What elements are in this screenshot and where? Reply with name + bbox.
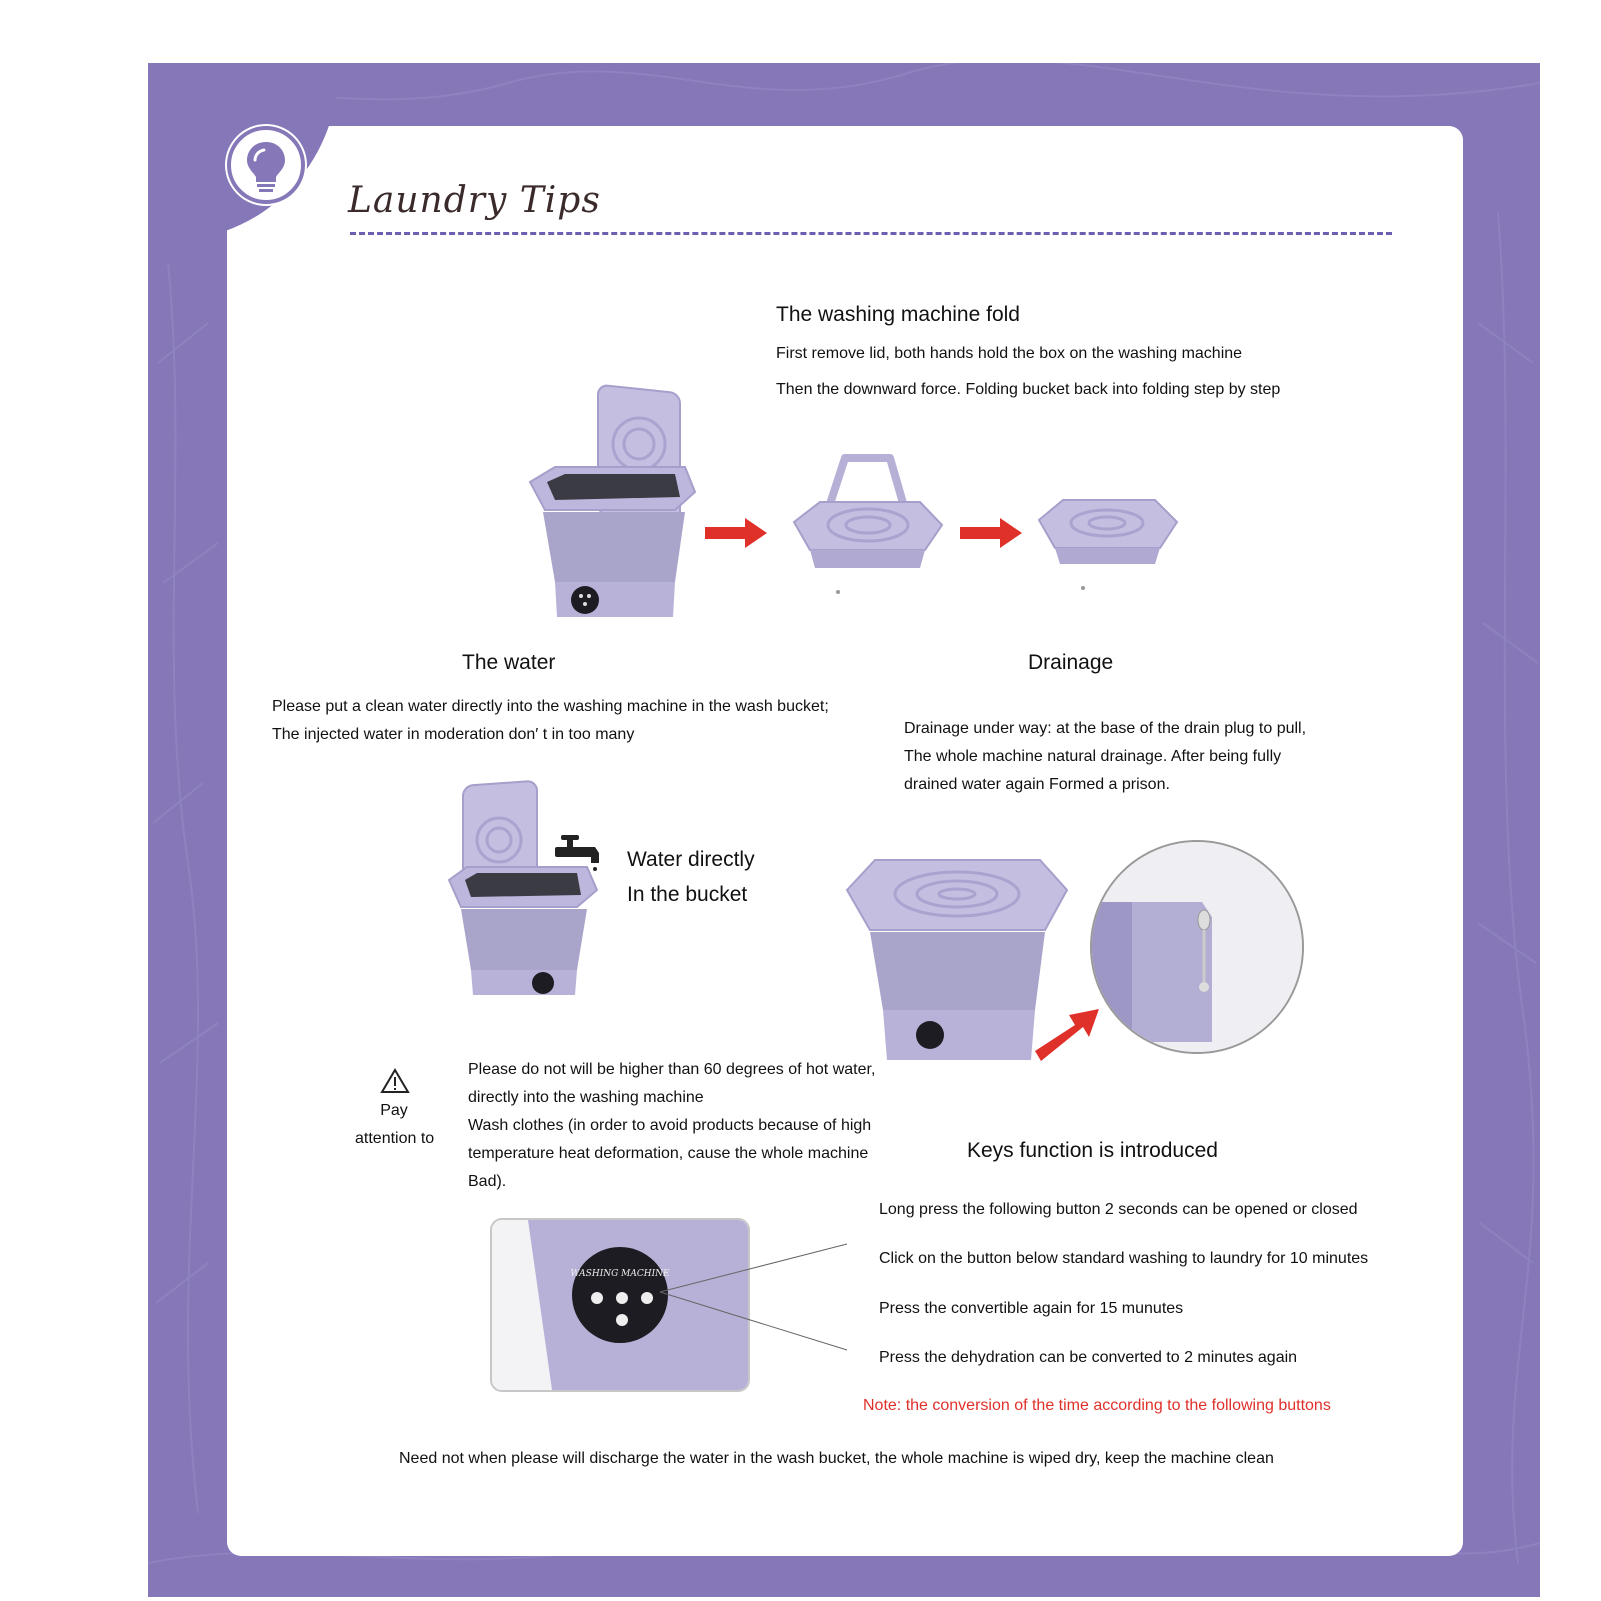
faucet-icon: [555, 835, 605, 875]
title-divider: [350, 232, 1392, 235]
drain-plug-zoom: [1090, 840, 1304, 1054]
water-label-1: Water directly: [627, 848, 755, 871]
page-title: Laundry Tips: [348, 180, 601, 221]
footer-text: Need not when please will discharge the water in the wash bucket, the whole machine is wiped dry, keep the machine clean: [399, 1450, 1274, 1467]
fold-heading: The washing machine fold: [776, 303, 1020, 326]
attention-line-1: Please do not will be higher than 60 degrees of hot water,: [468, 1061, 876, 1078]
drainage-line-1: Drainage under way: at the base of the drain plug to pull,: [904, 720, 1307, 737]
attention-label-2: attention to: [355, 1130, 435, 1147]
water-heading: The water: [462, 651, 556, 674]
machine-folding-illustration: [790, 450, 950, 600]
machine-folded-illustration: [1035, 490, 1185, 600]
attention-line-5: Bad).: [468, 1173, 507, 1190]
key-item-4: Press the dehydration can be converted to 2 minutes again: [879, 1349, 1298, 1366]
lightbulb-icon: [227, 126, 305, 204]
machine-filling-illustration: [447, 785, 607, 1015]
drainage-line-2: The whole machine natural drainage. After being fully: [904, 748, 1282, 765]
arrow-right-icon: [960, 518, 1026, 548]
callout-lines: [660, 1240, 850, 1360]
water-label-2: In the bucket: [627, 883, 748, 906]
keys-note: Note: the conversion of the time according to the following buttons: [863, 1397, 1331, 1414]
attention-line-2: directly into the washing machine: [468, 1089, 704, 1106]
control-panel-label: WASHING MACHINE: [570, 1269, 670, 1279]
water-line-1: Please put a clean water directly into the washing machine in the wash bucket;: [272, 698, 829, 715]
drainage-line-3: drained water again Formed a prison.: [904, 776, 1170, 793]
fold-line-2: Then the downward force. Folding bucket back into folding step by step: [776, 381, 1281, 398]
key-item-3: Press the convertible again for 15 munutes: [879, 1300, 1184, 1317]
machine-open-illustration: [525, 372, 705, 632]
key-item-1: Long press the following button 2 seconds can be opened or closed: [879, 1201, 1358, 1218]
warning-icon: [380, 1068, 410, 1094]
drainage-heading: Drainage: [1028, 651, 1114, 674]
attention-line-4: temperature heat deformation, cause the whole machine: [468, 1145, 869, 1162]
attention-label-1: Pay: [380, 1102, 408, 1119]
attention-line-3: Wash clothes (in order to avoid products because of high: [468, 1117, 872, 1134]
key-item-2: Click on the button below standard washing to laundry for 10 minutes: [879, 1250, 1369, 1267]
arrow-up-right-icon: [1035, 1005, 1105, 1065]
water-line-2: The injected water in moderation don′ t in too many: [272, 726, 635, 743]
arrow-right-icon: [705, 518, 771, 548]
fold-line-1: First remove lid, both hands hold the box on the washing machine: [776, 345, 1243, 362]
keys-heading: Keys function is introduced: [967, 1139, 1218, 1162]
